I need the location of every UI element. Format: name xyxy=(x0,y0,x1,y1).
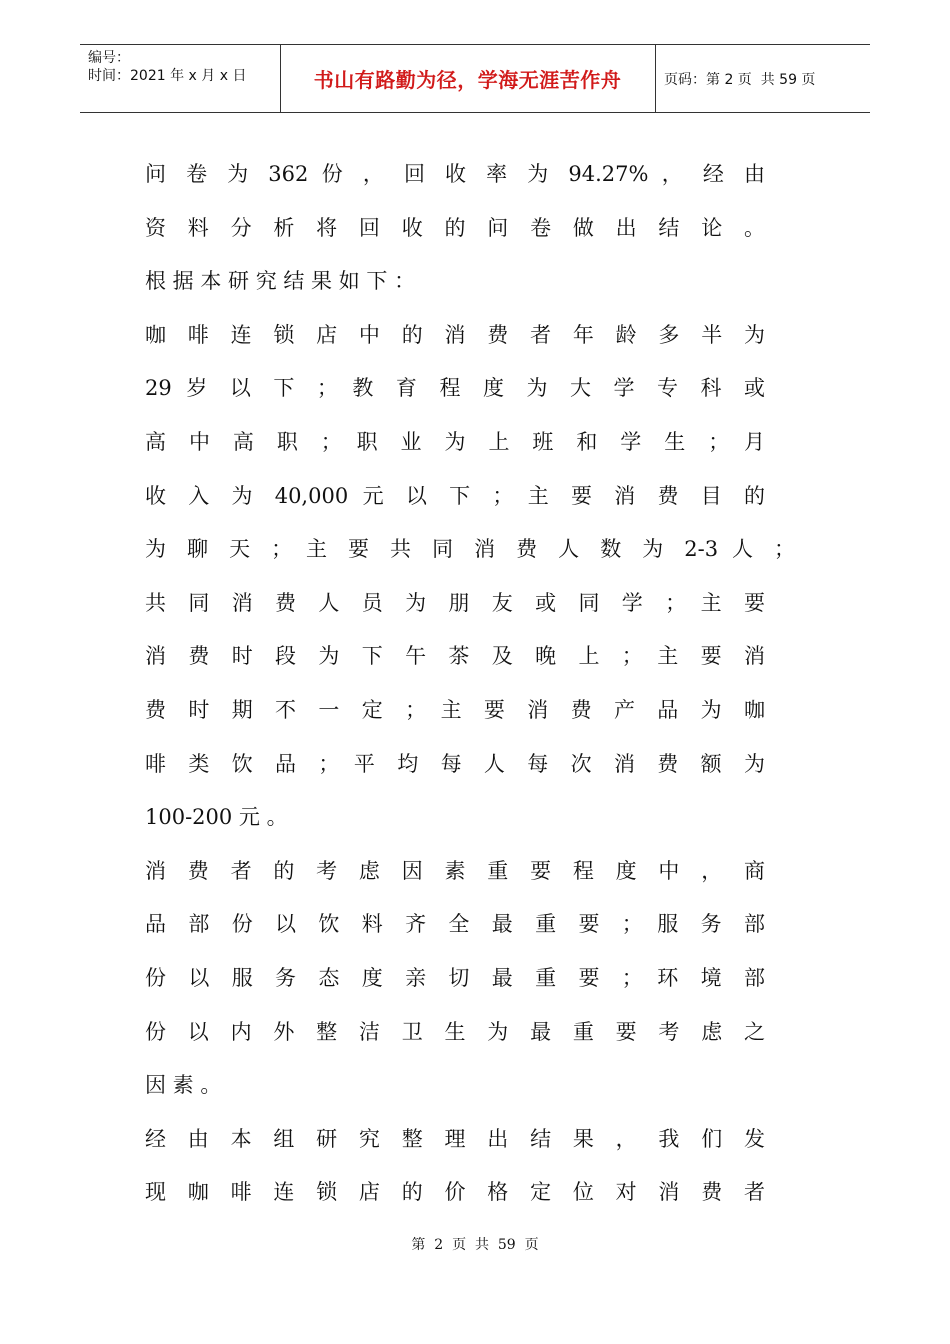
text-line: 啡 类 饮 品 ； 平 均 每 人 每 次 消 费 额 为 xyxy=(145,751,765,776)
text-line: 消 费 者 的 考 虑 因 素 重 要 程 度 中 ， 商 xyxy=(145,858,765,883)
text-line: 费 时 期 不 一 定 ； 主 要 消 费 产 品 为 咖 xyxy=(145,697,765,722)
page-footer: 第 2 页 共 59 页 xyxy=(411,1237,539,1253)
serial-label: 编号： xyxy=(88,50,130,66)
time-label: 时间：2021 年 x 月 x 日 xyxy=(88,68,247,84)
document-header xyxy=(80,44,870,114)
text-line: 100-200 元 。 xyxy=(145,805,288,830)
header-page-info: 页码：第 2 页 共 59 页 xyxy=(664,71,816,88)
text-line: 高 中 高 职 ； 职 业 为 上 班 和 学 生 ； 月 xyxy=(145,429,765,454)
text-line: 咖 啡 连 锁 店 中 的 消 费 者 年 龄 多 半 为 xyxy=(145,322,765,347)
text-line: 29 岁 以 下 ； 教 育 程 度 为 大 学 专 科 或 xyxy=(145,376,765,401)
text-line: 共 同 消 费 人 员 为 朋 友 或 同 学 ； 主 要 xyxy=(145,590,765,615)
text-line: 品 部 份 以 饮 料 齐 全 最 重 要 ； 服 务 部 xyxy=(145,912,765,937)
text-line: 份 以 服 务 态 度 亲 切 最 重 要 ； 环 境 部 xyxy=(145,965,765,990)
text-line: 消 费 时 段 为 下 午 茶 及 晚 上 ； 主 要 消 xyxy=(145,644,765,669)
header-meta xyxy=(88,49,278,85)
text-line: 为 聊 天 ； 主 要 共 同 消 费 人 数 为 2-3 人 ； xyxy=(145,537,795,562)
text-line: 经 由 本 组 研 究 整 理 出 结 果 ， 我 们 发 xyxy=(145,1126,765,1151)
body-text xyxy=(145,148,810,1220)
text-line: 资 料 分 析 将 回 收 的 问 卷 做 出 结 论 。 xyxy=(145,215,765,240)
text-line: 现 咖 啡 连 锁 店 的 价 格 定 位 对 消 费 者 xyxy=(145,1180,765,1205)
text-line: 份 以 内 外 整 洁 卫 生 为 最 重 要 考 虑 之 xyxy=(145,1019,765,1044)
header-divider xyxy=(655,44,656,113)
text-line: 根 据 本 研 究 结 果 如 下 ： xyxy=(145,269,416,294)
text-line: 问 卷 为 362 份 ， 回 收 率 为 94.27% ， 经 由 xyxy=(145,162,765,186)
header-motto: 书山有路勤为径，学海无涯苦作舟 xyxy=(313,68,622,92)
text-line: 因 素 。 xyxy=(145,1073,222,1098)
text-line: 收 入 为 40,000 元 以 下 ； 主 要 消 费 目 的 xyxy=(145,483,765,508)
